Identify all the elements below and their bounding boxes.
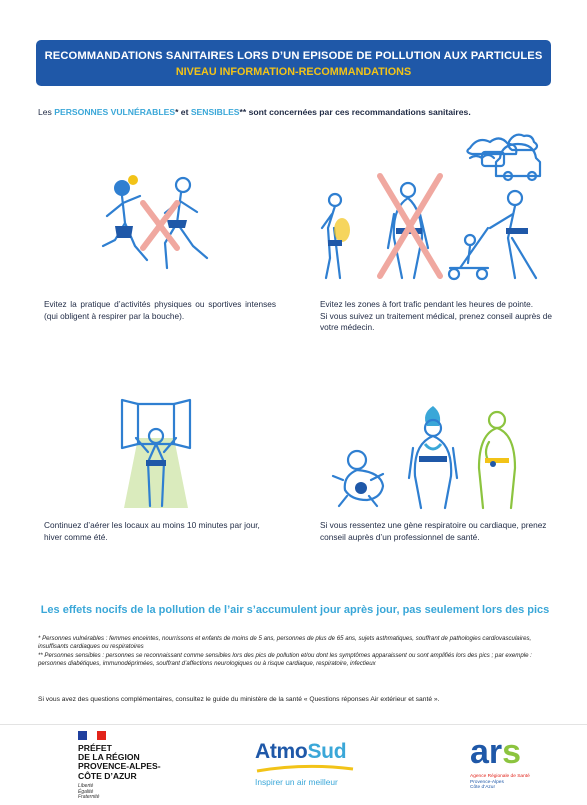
ars-sub3: Côte d’Azur: [470, 785, 496, 791]
ars-name-b: s: [502, 733, 522, 771]
footnotes: [38, 635, 553, 668]
atmosud-name-a: Atmo: [255, 740, 308, 763]
french-flag-icon: [78, 731, 106, 740]
recommendation-health: Si vous ressentez une gène respiratoire ou cardiaque, prenez conseil auprès d’un professionnel de santé.: [320, 520, 547, 542]
prefet-motto3: Fraternité: [78, 794, 100, 801]
prefet-motto2: Égalité: [78, 788, 94, 795]
recommendation-airing: Continuez d’aérer les locaux au moins 10 minutes par jour, hiver comme été.: [44, 520, 260, 542]
intro-suffix: ** sont concernées par ces recommandations sanitaires.: [239, 107, 471, 117]
intro-text: [38, 107, 558, 117]
recommendation-traffic-line2: Si vous suivez un traitement médical, prenez conseil auprès de votre médecin.: [320, 310, 552, 332]
ars-sub2: Provence-Alpes: [470, 779, 504, 785]
header-banner: [36, 40, 551, 86]
prefet-motto1: Liberté: [78, 782, 94, 789]
intro-sensitive: SENSIBLES: [190, 107, 240, 117]
prefet-logo: [78, 731, 161, 801]
footer-divider: [0, 724, 587, 725]
window-airing-icon: [118, 398, 198, 513]
intro-prefix: Les: [38, 107, 55, 117]
tagline: Les effets nocifs de la pollution de l’air s’accumulent jour après jour, pas seulement lors des pics: [40, 604, 550, 616]
health-consult-icon: [325, 398, 525, 516]
atmosud-logo: [255, 740, 355, 787]
footnote-sensitive: ** Personnes sensibles : personnes se reconnaissant comme sensibles lors des pics de pollution et/ou dont les symptômes apparaissent ou sont amplifiés lors des pics ; par exemple : personnes diabétiques, immunodéprimées, souffrant d’affections neurologiques ou à risque cardiaque, respiratoire, infectieux: [38, 651, 532, 667]
recommendation-traffic-line1: Evitez les zones à fort trafic pendant les heures de pointe.: [320, 299, 534, 309]
intro-vulnerable: PERSONNES VULNÉRABLES: [54, 107, 176, 117]
running-people-icon: [95, 168, 235, 288]
ars-sub1: Agence Régionale de Santé: [470, 774, 530, 779]
traffic-people-icon: [310, 128, 550, 280]
atmosud-slogan: Inspirer un air meilleur: [255, 777, 338, 787]
prefet-line1: PRÉFET: [78, 743, 112, 753]
prefet-line2: DE LA RÉGION: [78, 752, 140, 763]
intro-mid: * et: [175, 107, 191, 117]
question-text: Si vous avez des questions complémentaires, consultez le guide du ministère de la santé « Questions réponses Air extérieur et santé ».: [38, 696, 440, 703]
prefet-line3: PROVENCE-ALPES-: [78, 761, 161, 772]
ars-name-a: ar: [470, 733, 503, 771]
footnote-vulnerable: * Personnes vulnérables : femmes enceintes, nourrissons et enfants de moins de 5 ans, personnes de plus de 65 ans, sujets asthmatiques, souffrant de pathologies cardiovasculaires, insuffisants cardiaques ou respiratoires: [38, 635, 532, 651]
page-title: RECOMMANDATIONS SANITAIRES LORS D’UN EPISODE DE POLLUTION AUX PARTICULES: [44, 50, 543, 62]
ars-logo: [470, 733, 530, 791]
atmosud-swoosh-icon: [255, 765, 355, 773]
recommendation-traffic: [320, 299, 552, 334]
atmosud-name-b: Sud: [307, 740, 347, 763]
prefet-line4: CÔTE D’AZUR: [78, 770, 137, 781]
page-subtitle: NIVEAU INFORMATION-RECOMMANDATIONS: [175, 66, 412, 78]
recommendation-sport: Evitez la pratique d’activités physiques ou sportives intenses (qui obligent à respirer par la bouche).: [44, 299, 276, 321]
